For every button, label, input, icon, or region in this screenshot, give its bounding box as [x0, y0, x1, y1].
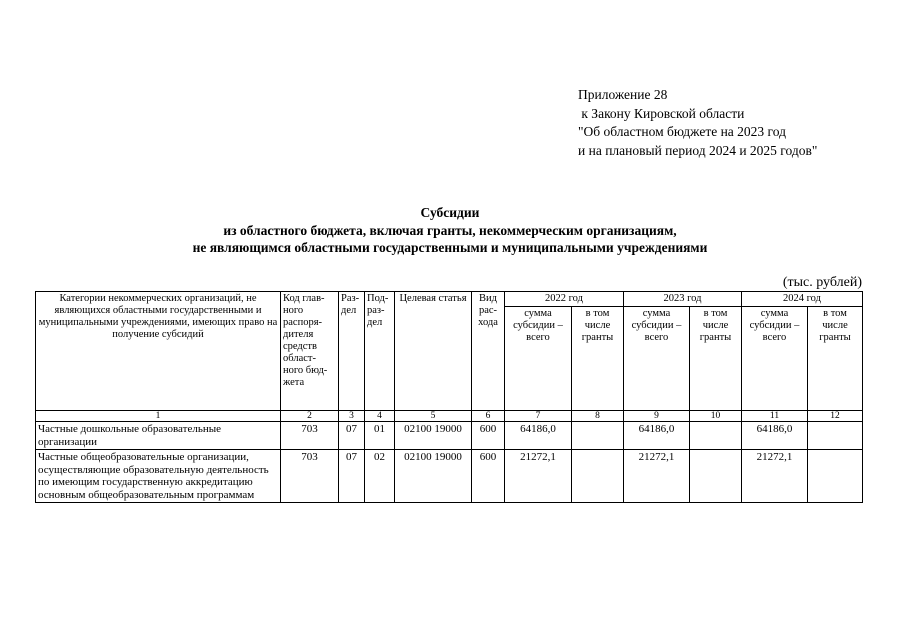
header-sum-2022: сумма субсидии – всего	[505, 307, 572, 411]
appendix-line: Приложение 28	[578, 87, 668, 102]
column-number: 3	[339, 411, 365, 422]
subsidies-table	[35, 291, 863, 503]
row-grants-2022	[572, 422, 624, 450]
header-sum-2023: сумма субсидии – всего	[624, 307, 690, 411]
appendix-line: к Закону Кировской области	[578, 105, 745, 121]
row-category: Частные дошкольные образовательные организации	[36, 422, 281, 450]
header-subsection: Под-раз-дел	[365, 292, 395, 411]
table-row	[36, 450, 863, 503]
header-grants-2023: в том числе гранты	[690, 307, 742, 411]
row-category: Частные общеобразовательные организации, осуществляющие образовательную деятельность по имеющим государственную аккредитацию основным общеобразовательным программам	[36, 450, 281, 503]
row-sum-2022: 64186,0	[505, 422, 572, 450]
row-section: 07	[339, 422, 365, 450]
column-number: 6	[472, 411, 505, 422]
title-line: из областного бюджета, включая гранты, некоммерческим организациям,	[223, 222, 677, 238]
column-number: 1	[36, 411, 281, 422]
title-line: не являющимся областными государственными и муниципальными учреждениями	[192, 240, 708, 255]
title-line: Субсидии	[420, 205, 480, 220]
column-number: 10	[690, 411, 742, 422]
row-section: 07	[339, 450, 365, 503]
column-number: 2	[281, 411, 339, 422]
row-sum-2024: 21272,1	[742, 450, 808, 503]
header-category: Категории некоммерческих организаций, не являющихся областными государственными и муниципальными учреждениями, имеющих право на получение субсидий	[36, 292, 281, 411]
units-label: (тыс. рублей)	[782, 275, 862, 290]
row-target: 02100 19000	[395, 450, 472, 503]
row-sum-2022: 21272,1	[505, 450, 572, 503]
column-number: 11	[742, 411, 808, 422]
header-row	[36, 292, 863, 307]
header-expense-type: Вид рас-хода	[472, 292, 505, 411]
row-sum-2023: 64186,0	[624, 422, 690, 450]
document-title	[120, 204, 780, 257]
header-target: Целевая статья	[395, 292, 472, 411]
row-grants-2023	[690, 422, 742, 450]
appendix-line: "Об областном бюджете на 2023 год	[578, 124, 786, 139]
row-sum-2023: 21272,1	[624, 450, 690, 503]
row-grants-2022	[572, 450, 624, 503]
column-number: 9	[624, 411, 690, 422]
row-sum-2024: 64186,0	[742, 422, 808, 450]
column-number-row	[36, 411, 863, 422]
row-grants-2024	[808, 450, 863, 503]
column-number: 4	[365, 411, 395, 422]
row-code: 703	[281, 450, 339, 503]
row-subsection: 02	[365, 450, 395, 503]
header-code: Код глав-ного распоря-дителя средств област-ного бюд-жета	[281, 292, 339, 411]
header-sum-2024: сумма субсидии – всего	[742, 307, 808, 411]
row-target: 02100 19000	[395, 422, 472, 450]
row-grants-2024	[808, 422, 863, 450]
appendix-line: и на плановый период 2024 и 2025 годов"	[578, 142, 818, 158]
column-number: 8	[572, 411, 624, 422]
column-number: 12	[808, 411, 863, 422]
row-grants-2023	[690, 450, 742, 503]
row-expense-type: 600	[472, 422, 505, 450]
column-number: 5	[395, 411, 472, 422]
row-code: 703	[281, 422, 339, 450]
header-year-2022: 2022 год	[505, 292, 624, 307]
row-expense-type: 600	[472, 450, 505, 503]
header-grants-2022: в том числе гранты	[572, 307, 624, 411]
row-subsection: 01	[365, 422, 395, 450]
header-year-2024: 2024 год	[742, 292, 863, 307]
table-row	[36, 422, 863, 450]
header-section: Раз-дел	[339, 292, 365, 411]
header-year-2023: 2023 год	[624, 292, 742, 307]
appendix-note	[578, 86, 888, 160]
header-grants-2024: в том числе гранты	[808, 307, 863, 411]
column-number: 7	[505, 411, 572, 422]
